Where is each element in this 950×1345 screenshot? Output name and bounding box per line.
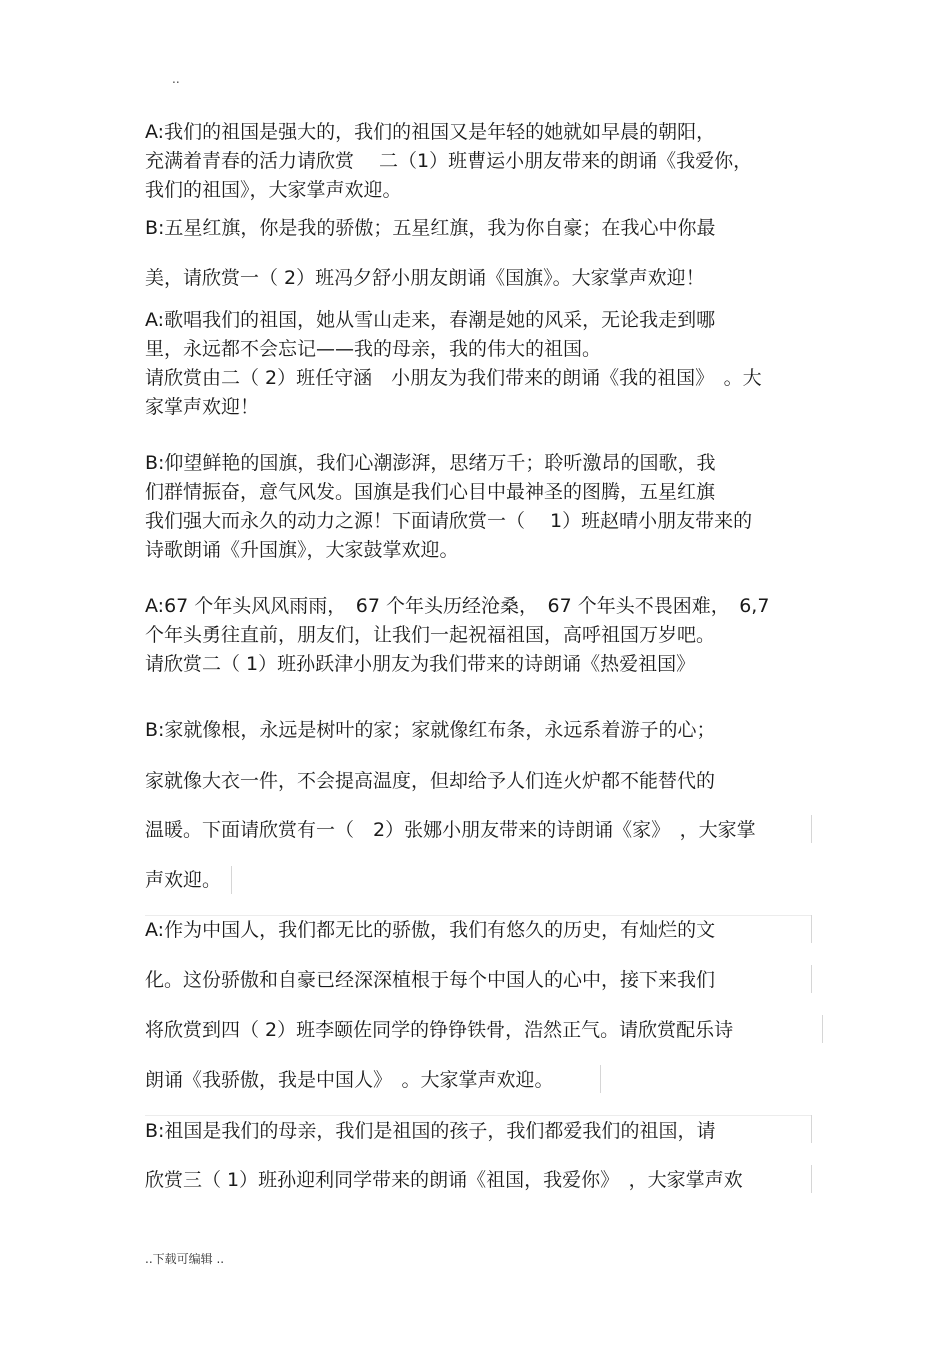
text-line: 欣赏三（ 1）班孙迎利同学带来的朗诵《祖国，我爱你》 ，大家掌声欢 [145,1169,743,1191]
cell-border [811,815,812,843]
text-line: A:作为中国人，我们都无比的骄傲，我们有悠久的历史，有灿烂的文 [145,919,716,941]
text-line: 里，永远都不会忘记——我的母亲，我的伟大的祖国。 [145,338,602,360]
text-line: B:仰望鲜艳的国旗，我们心潮澎湃，思绪万千；聆听激昂的国歌，我 [145,452,716,474]
text-line: B:祖国是我们的母亲，我们是祖国的孩子，我们都爱我们的祖国，请 [145,1120,716,1142]
footer-text: ..下载可编辑 .. [145,1252,225,1266]
text-line: 充满着青春的活力请欣赏 二（1）班曹运小朋友带来的朗诵《我爱你， [145,150,753,172]
text-line: 声欢迎。 [145,869,222,891]
text-line: 请欣赏二（ 1）班孙跃津小朋友为我们带来的诗朗诵《热爱祖国》 [145,653,696,675]
text-line: 诗歌朗诵《升国旗》，大家鼓掌欢迎。 [145,539,459,561]
cell-border [811,1115,812,1143]
text-line: 美，请欣赏一（ 2）班冯夕舒小朋友朗诵《国旗》。大家掌声欢迎！ [145,267,705,289]
text-line: A:67 个年头风风雨雨， 67 个年头历经沧桑， 67 个年头不畏困难， 6,7 [145,595,770,617]
text-line: 朗诵《我骄傲，我是中国人》 。大家掌声欢迎。 [145,1069,554,1091]
cell-border [231,866,232,894]
text-line: 请欣赏由二（ 2）班任守涵 小朋友为我们带来的朗诵《我的祖国》 。大 [145,367,762,389]
text-line: 我们强大而永久的动力之源！下面请欣赏一（ 1）班赵晴小朋友带来的 [145,510,753,532]
text-line: B:五星红旗，你是我的骄傲；五星红旗，我为你自豪；在我心中你最 [145,217,716,239]
text-line: 们群情振奋，意气风发。国旗是我们心目中最神圣的图腾，五星红旗 [145,481,716,503]
text-line: A:我们的祖国是强大的，我们的祖国又是年轻的她就如早晨的朝阳， [145,121,716,143]
text-line: A:歌唱我们的祖国，她从雪山走来，春潮是她的风采，无论我走到哪 [145,309,716,331]
cell-border [600,1065,601,1093]
text-line: 家掌声欢迎！ [145,396,260,418]
text-line: 化。这份骄傲和自豪已经深深植根于每个中国人的心中，接下来我们 [145,969,716,991]
cell-border [145,915,812,916]
text-line: 温暖。下面请欣赏有一（ 2）张娜小朋友带来的诗朗诵《家》 ，大家掌 [145,819,756,841]
text-line: 家就像大衣一件，不会提高温度，但却给予人们连火炉都不能替代的 [145,770,716,792]
header-mark: .. [172,72,180,86]
cell-border [811,1165,812,1193]
text-line: B:家就像根，永远是树叶的家；家就像红布条，永远系着游子的心； [145,719,716,741]
cell-border [811,915,812,943]
text-line: 将欣赏到四（ 2）班李颐佐同学的铮铮铁骨，浩然正气。请欣赏配乐诗 [145,1019,734,1041]
cell-border [822,1015,823,1043]
text-line: 个年头勇往直前，朋友们，让我们一起祝福祖国，高呼祖国万岁吧。 [145,624,716,646]
text-line: 我们的祖国》，大家掌声欢迎。 [145,179,402,201]
cell-border [811,965,812,993]
cell-border [145,1115,812,1116]
